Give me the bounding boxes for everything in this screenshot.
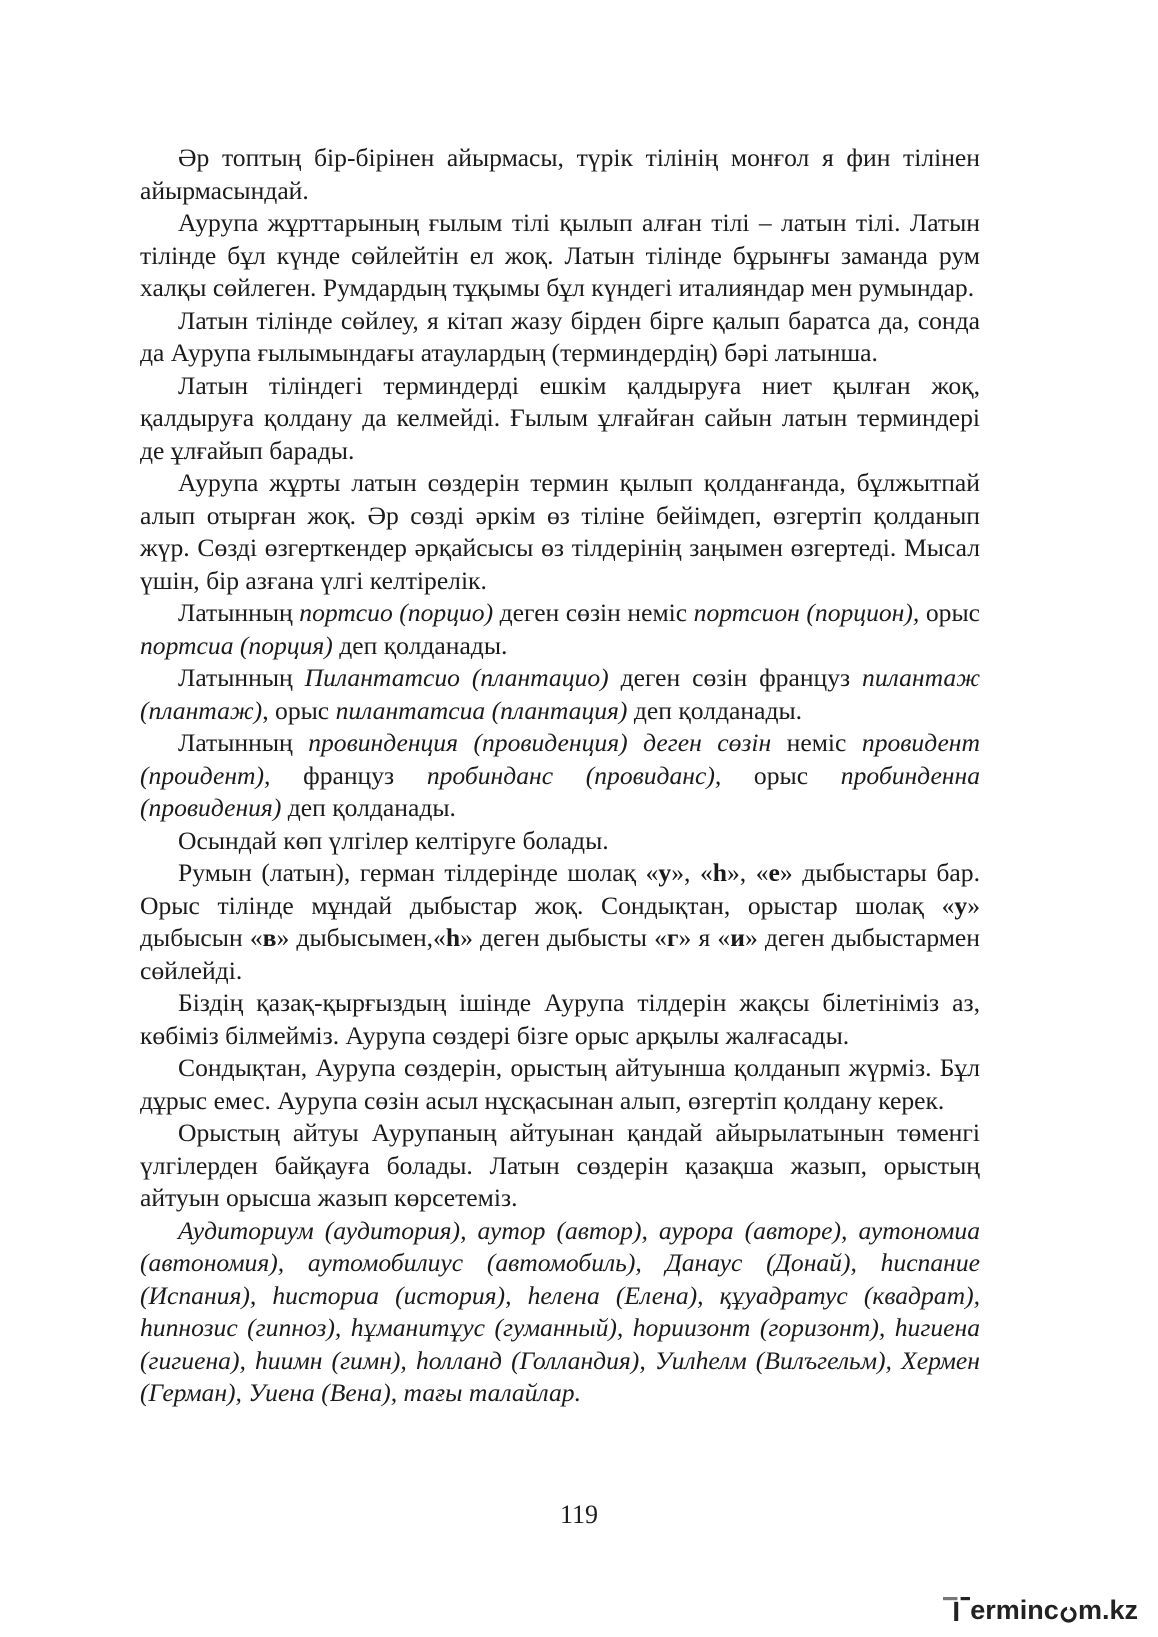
bold-letter: г: [666, 923, 679, 952]
bold-letter: и: [730, 923, 745, 952]
text-run: деген сөзін неміс: [493, 598, 694, 627]
bold-letter: һ: [712, 858, 727, 887]
paragraph: [140, 1215, 980, 1410]
logo-text-1: erminc: [970, 1595, 1059, 1625]
text-run: Аурупа жұрттарының ғылым тілі қылып алған тілі – латын тілі. Латын тілінде бұл күнде сөйлейтін ел жоқ. Латын тілінде бұрынғы заманда рум халқы сөйлеген. Румдардың тұқымы бұл күндегі италияндар мен румындар.: [140, 208, 980, 302]
paragraph: [140, 305, 980, 370]
text-run: », «: [726, 858, 769, 887]
text-run: деген сөзін француз: [608, 663, 863, 692]
text-run: », «: [671, 858, 713, 887]
italic-term: провинденция (провиденция) деген сөзін: [308, 728, 772, 757]
page-number: 119: [559, 1500, 599, 1529]
text-run: деп қолданады.: [281, 793, 456, 822]
text-run: » деген дыбыстармен сөйлейді.: [140, 923, 980, 985]
paragraph: [140, 467, 980, 597]
italic-term: портсио (порцио): [299, 598, 494, 627]
paragraph: [140, 142, 980, 207]
text-run: Латын тілінде сөйлеу, я кітап жазу бірден бірге қалып баратса да, сонда да Аурупа ғылымындағы атаулардың (терминдердің) бәрі латынша.: [140, 305, 980, 367]
text-run: деп қолданады.: [332, 630, 508, 660]
text-run: » дыбысымен,«: [276, 923, 446, 952]
logo-t-mark: [943, 1592, 970, 1626]
text-run: » деген дыбысты «: [460, 923, 667, 952]
text-run: француз: [270, 760, 427, 790]
text-run: » дыбыстары бар. Орыс тілінде мұндай дыбыстар жоқ. Сондықтан, орыстар шолақ «: [140, 858, 980, 920]
paragraph: [140, 1117, 980, 1215]
termincom-logo: [943, 1590, 1138, 1626]
paragraph: [140, 857, 980, 987]
text-run: Сондықтан, Аурупа сөздерін, орыстың айтуынша қолданып жүрміз. Бұл дұрыс емес. Аурупа сөзін асыл нұсқасынан алып, өзгертіп қолдану керек.: [140, 1053, 980, 1115]
italic-term: пробинденна (провидения): [140, 760, 980, 822]
paragraph: [140, 1052, 980, 1117]
text-run: орыс: [721, 760, 841, 790]
paragraph: [140, 207, 980, 305]
logo-o-mark: [1059, 1600, 1078, 1626]
text-run: » дыбысын «: [140, 890, 980, 952]
bold-letter: в: [262, 923, 277, 952]
text-run: Латынның: [178, 598, 300, 627]
text-run: Латынның: [178, 663, 305, 692]
bold-letter: һ: [445, 923, 461, 952]
logo-text-2: m.kz: [1077, 1595, 1138, 1625]
text-run: Аурупа жұрты латын сөздерін термин қылып қолданғанда, бұлжытпай алып отырған жоқ. Әр сөзді әркім өз тіліне бейімдеп, өзгертіп қолданып жүр. Сөзді өзгерткендер әрқайсысы өз тілдерінің заңымен өзгертеді. Мысал үшін, бір азғана үлгі келтірелік.: [140, 468, 980, 595]
text-run: Біздің қазақ-қырғыздың ішінде Аурупа тілдерін жақсы білетініміз аз, көбіміз білмейміз. Аурупа сөздері бізге орыс арқылы жалғасады.: [140, 988, 980, 1050]
text-run: Латынның: [178, 728, 309, 757]
text-run: , орыс: [262, 695, 336, 725]
text-run: орыс: [919, 598, 980, 627]
paragraph: [140, 370, 980, 468]
italic-term: портсион (порцион),: [693, 598, 920, 627]
italic-term: пилантатсиа (плантация): [335, 695, 628, 725]
text-run: Әр топтың бір-бірінен айырмасы, түрік тілінің монғол я фин тілінен айырмасындай.: [140, 143, 980, 205]
bold-letter: е: [768, 858, 780, 887]
text-run: Латын тіліндегі терминдерді ешкім қалдыруға ниет қылған жоқ, қалдыруға қолдану да келмейді. Ғылым ұлғайған сайын латын терминдері де ұлғайып барады.: [140, 370, 980, 465]
paragraph: [140, 987, 980, 1052]
italic-term: пилантаж (плантаж): [140, 663, 981, 725]
page-text: [140, 142, 980, 1410]
bold-letter: у: [658, 858, 672, 887]
paragraph: [140, 727, 980, 825]
paragraph: [140, 597, 980, 662]
paragraph: [140, 825, 980, 858]
text-run: » я «: [678, 923, 731, 952]
bold-letter: у: [954, 890, 968, 920]
italic-term: Аудиториум (аудитория), аутор (автор), аурора (авторе), аутономиа (автономия), аутомобилиус (автомобиль), Данаус (Донай), һиспание (Испания), һисториа (история), һелена (Елена), құуадратус (квадрат), һипнозис (гипноз), һұманитұус (гуманный), һориизонт (горизонт), һигиена (гигиена), һиимн (гимн), һолланд (Голландия), Уилһелм (Вилъгельм), Хермен (Герман), Уиена (Вена), тағы талайлар.: [140, 1215, 980, 1407]
italic-term: портсиа (порция): [140, 630, 333, 660]
italic-term: провидент (проидент),: [140, 728, 980, 790]
text-run: Румын (латын), герман тілдерінде шолақ «: [178, 858, 659, 887]
italic-term: пробинданс (провиданс),: [426, 760, 722, 790]
italic-term: Пилантатсио (плантацио): [304, 663, 609, 692]
text-run: деп қолданады.: [627, 695, 803, 725]
text-run: неміс: [771, 728, 862, 757]
paragraph: [140, 662, 980, 727]
text-run: Осындай көп үлгілер келтіруге болады.: [178, 825, 609, 855]
text-run: Орыстың айтуы Аурупаның айтуынан қандай айырылатынын төменгі үлгілерден байқауға болады. Латын сөздерін қазақша жазып, орыстың айтуын орысша жазып көрсетеміз.: [140, 1118, 980, 1212]
